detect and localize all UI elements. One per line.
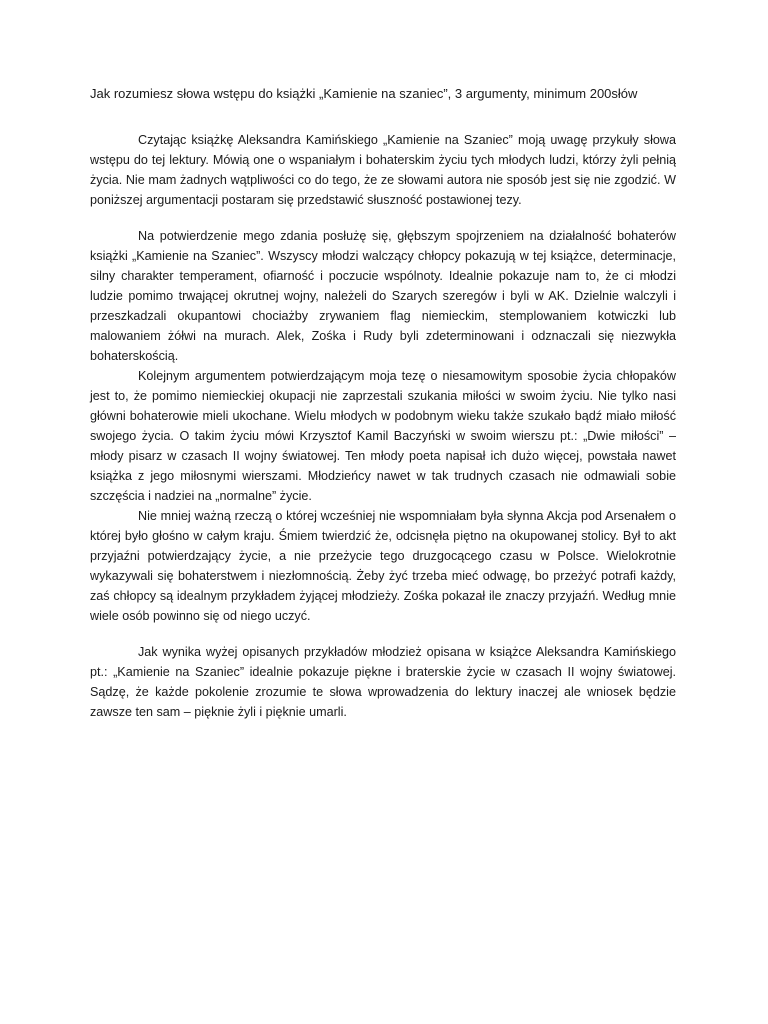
paragraph-introduction: Czytając książkę Aleksandra Kamińskiego „Kamienie na Szaniec” moją uwagę przykuły słowa wstępu do tej lektury. Mówią one o wspaniałym i bohaterskim życiu tych młodych ludzi, którzy żyli pełnią życia. Nie mam żadnych wątpliwości co do tego, że ze słowami autora nie sposób jest się nie zgodzić. W poniższej argumentacji postaram się przedstawić słuszność postawionej tezy. <box>90 133 676 207</box>
document-page <box>90 84 676 722</box>
paragraph-argument-1: Na potwierdzenie mego zdania posłużę się, głębszym spojrzeniem na działalność bohaterów książki „Kamienie na Szaniec”. Wszyscy młodzi walczący chłopcy pokazują w tej książce, determinacje, silny charakter temperament, ofiarność i poczucie wspólnoty. Idealnie pokazuje nam to, że ci młodzi ludzie pomimo trwającej okrutnej wojny, należeli do Szarych szeregów i byli w AK. Dzielnie walczyli i przeszkadzali okupantowi chociażby zrywaniem flag niemieckim, stemplowaniem kotwiczki lub malowaniem żółwi na murach. Alek, Zośka i Rudy byli zdeterminowani i odznaczali się niezwykła bohaterskością. <box>90 229 676 363</box>
paragraph-argument-3: Nie mniej ważną rzeczą o której wcześniej nie wspomniałam była słynna Akcja pod Arsenałem o której było głośno w całym kraju. Śmiem twierdzić że, odcisnęła piętno na okupowanej stolicy. Był to akt przyjaźni potwierdzający życie, a nie przeżycie tego druzgocącego czasu w Polsce. Wielokrotnie wykazywali się bohaterstwem i niezłomnością. Żeby żyć trzeba mieć odwagę, bo przeżyć potrafi każdy, zaś chłopcy są idealnym przykładem żyjącej młodzieży. Zośka pokazał ile znaczy przyjaźń. Według mnie wiele osób powinno się od niego uczyć. <box>90 509 676 623</box>
paragraph-argument-2: Kolejnym argumentem potwierdzającym moja tezę o niesamowitym sposobie życia chłopaków jest to, że pomimo niemieckiej okupacji nie zaprzestali szukania miłości w swoim życiu. Nie tylko nasi główni bohaterowie mieli ukochane. Wielu młodych w podobnym wieku także szukało bądź miało miłość swojego życia. O takim życiu mówi Krzysztof Kamil Baczyński w swoim wierszu pt.: „Dwie miłości” – młody pisarz w czasach II wojny światowej. Ten młody poeta napisał ich dużo więcej, powstała nawet książka z jego miłosnymi wierszami. Młodzieńcy nawet w tak trudnych czasach nie odmawiali sobie szczęścia i nadziei na „normalne” życie. <box>90 369 676 503</box>
task-title: Jak rozumiesz słowa wstępu do książki „Kamienie na szaniec”, 3 argumenty, minimum 200słów <box>90 86 638 101</box>
paragraph-conclusion: Jak wynika wyżej opisanych przykładów młodzież opisana w książce Aleksandra Kamińskiego pt.: „Kamienie na Szaniec” idealnie pokazuje piękne i braterskie życie w czasach II wojny światowej. Sądzę, że każde pokolenie zrozumie te słowa wprowadzenia do lektury inaczej ale wniosek będzie zawsze ten sam – pięknie żyli i pięknie umarli. <box>90 645 676 719</box>
